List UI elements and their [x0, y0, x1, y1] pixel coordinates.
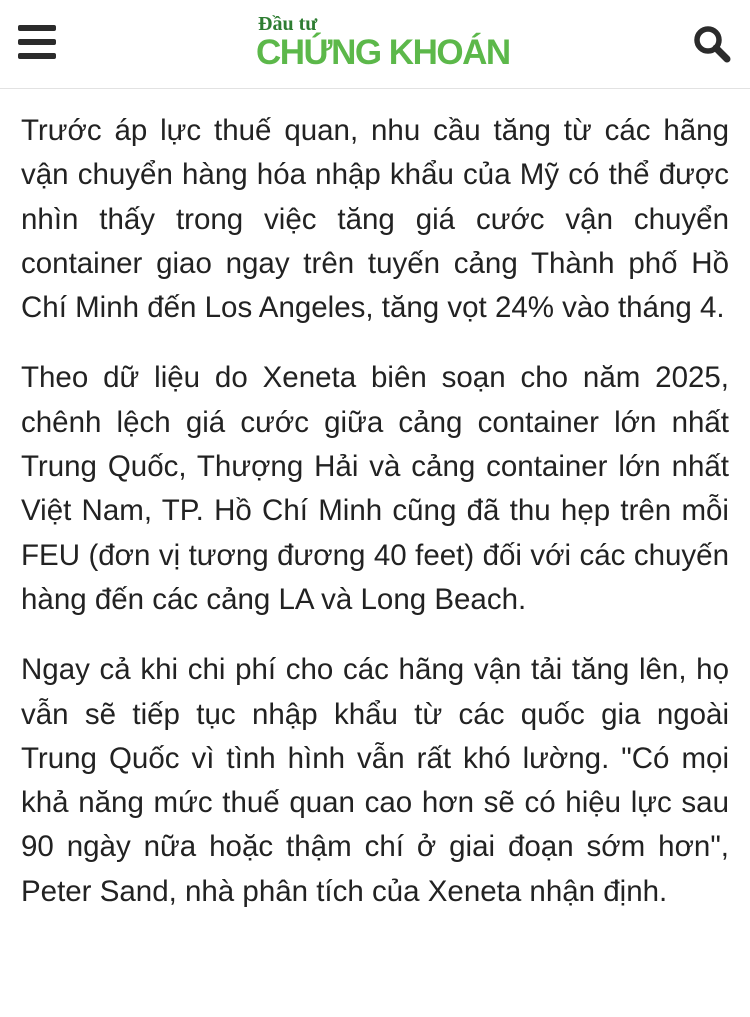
logo-main-text: CHỨNG KHOÁN: [256, 33, 510, 72]
site-logo[interactable]: [256, 14, 510, 70]
article-paragraph: Ngay cả khi chi phí cho các hãng vận tải tăng lên, họ vẫn sẽ tiếp tục nhập khẩu từ các quốc gia ngoài Trung Quốc vì tình hình vẫn rất khó lường. "Có mọi khả năng mức thuế quan cao hơn sẽ có hiệu lực sau 90 ngày nữa hoặc thậm chí ở giai đoạn sớm hơn", Peter Sand, nhà phân tích của Xeneta nhận định.: [21, 653, 729, 908]
article-paragraph: Trước áp lực thuế quan, nhu cầu tăng từ các hãng vận chuyển hàng hóa nhập khẩu của Mỹ có thể được nhìn thấy trong việc tăng giá cước vận chuyển container giao ngay trên tuyến cảng Thành phố Hồ Chí Minh đến Los Angeles, tăng vọt 24% vào tháng 4.: [21, 114, 729, 325]
site-header: [0, 0, 750, 89]
logo-top-text: Đầu tư: [258, 13, 318, 35]
hamburger-menu-icon[interactable]: [18, 25, 56, 59]
article-paragraph: Theo dữ liệu do Xeneta biên soạn cho năm 2025, chênh lệch giá cước giữa cảng container lớn nhất Trung Quốc, Thượng Hải và cảng container lớn nhất Việt Nam, TP. Hồ Chí Minh cũng đã thu hẹp trên mỗi FEU (đơn vị tương đương 40 feet) đối với các chuyến hàng đến các cảng LA và Long Beach.: [21, 361, 729, 616]
search-icon[interactable]: [692, 24, 732, 64]
article-body: [0, 89, 750, 914]
